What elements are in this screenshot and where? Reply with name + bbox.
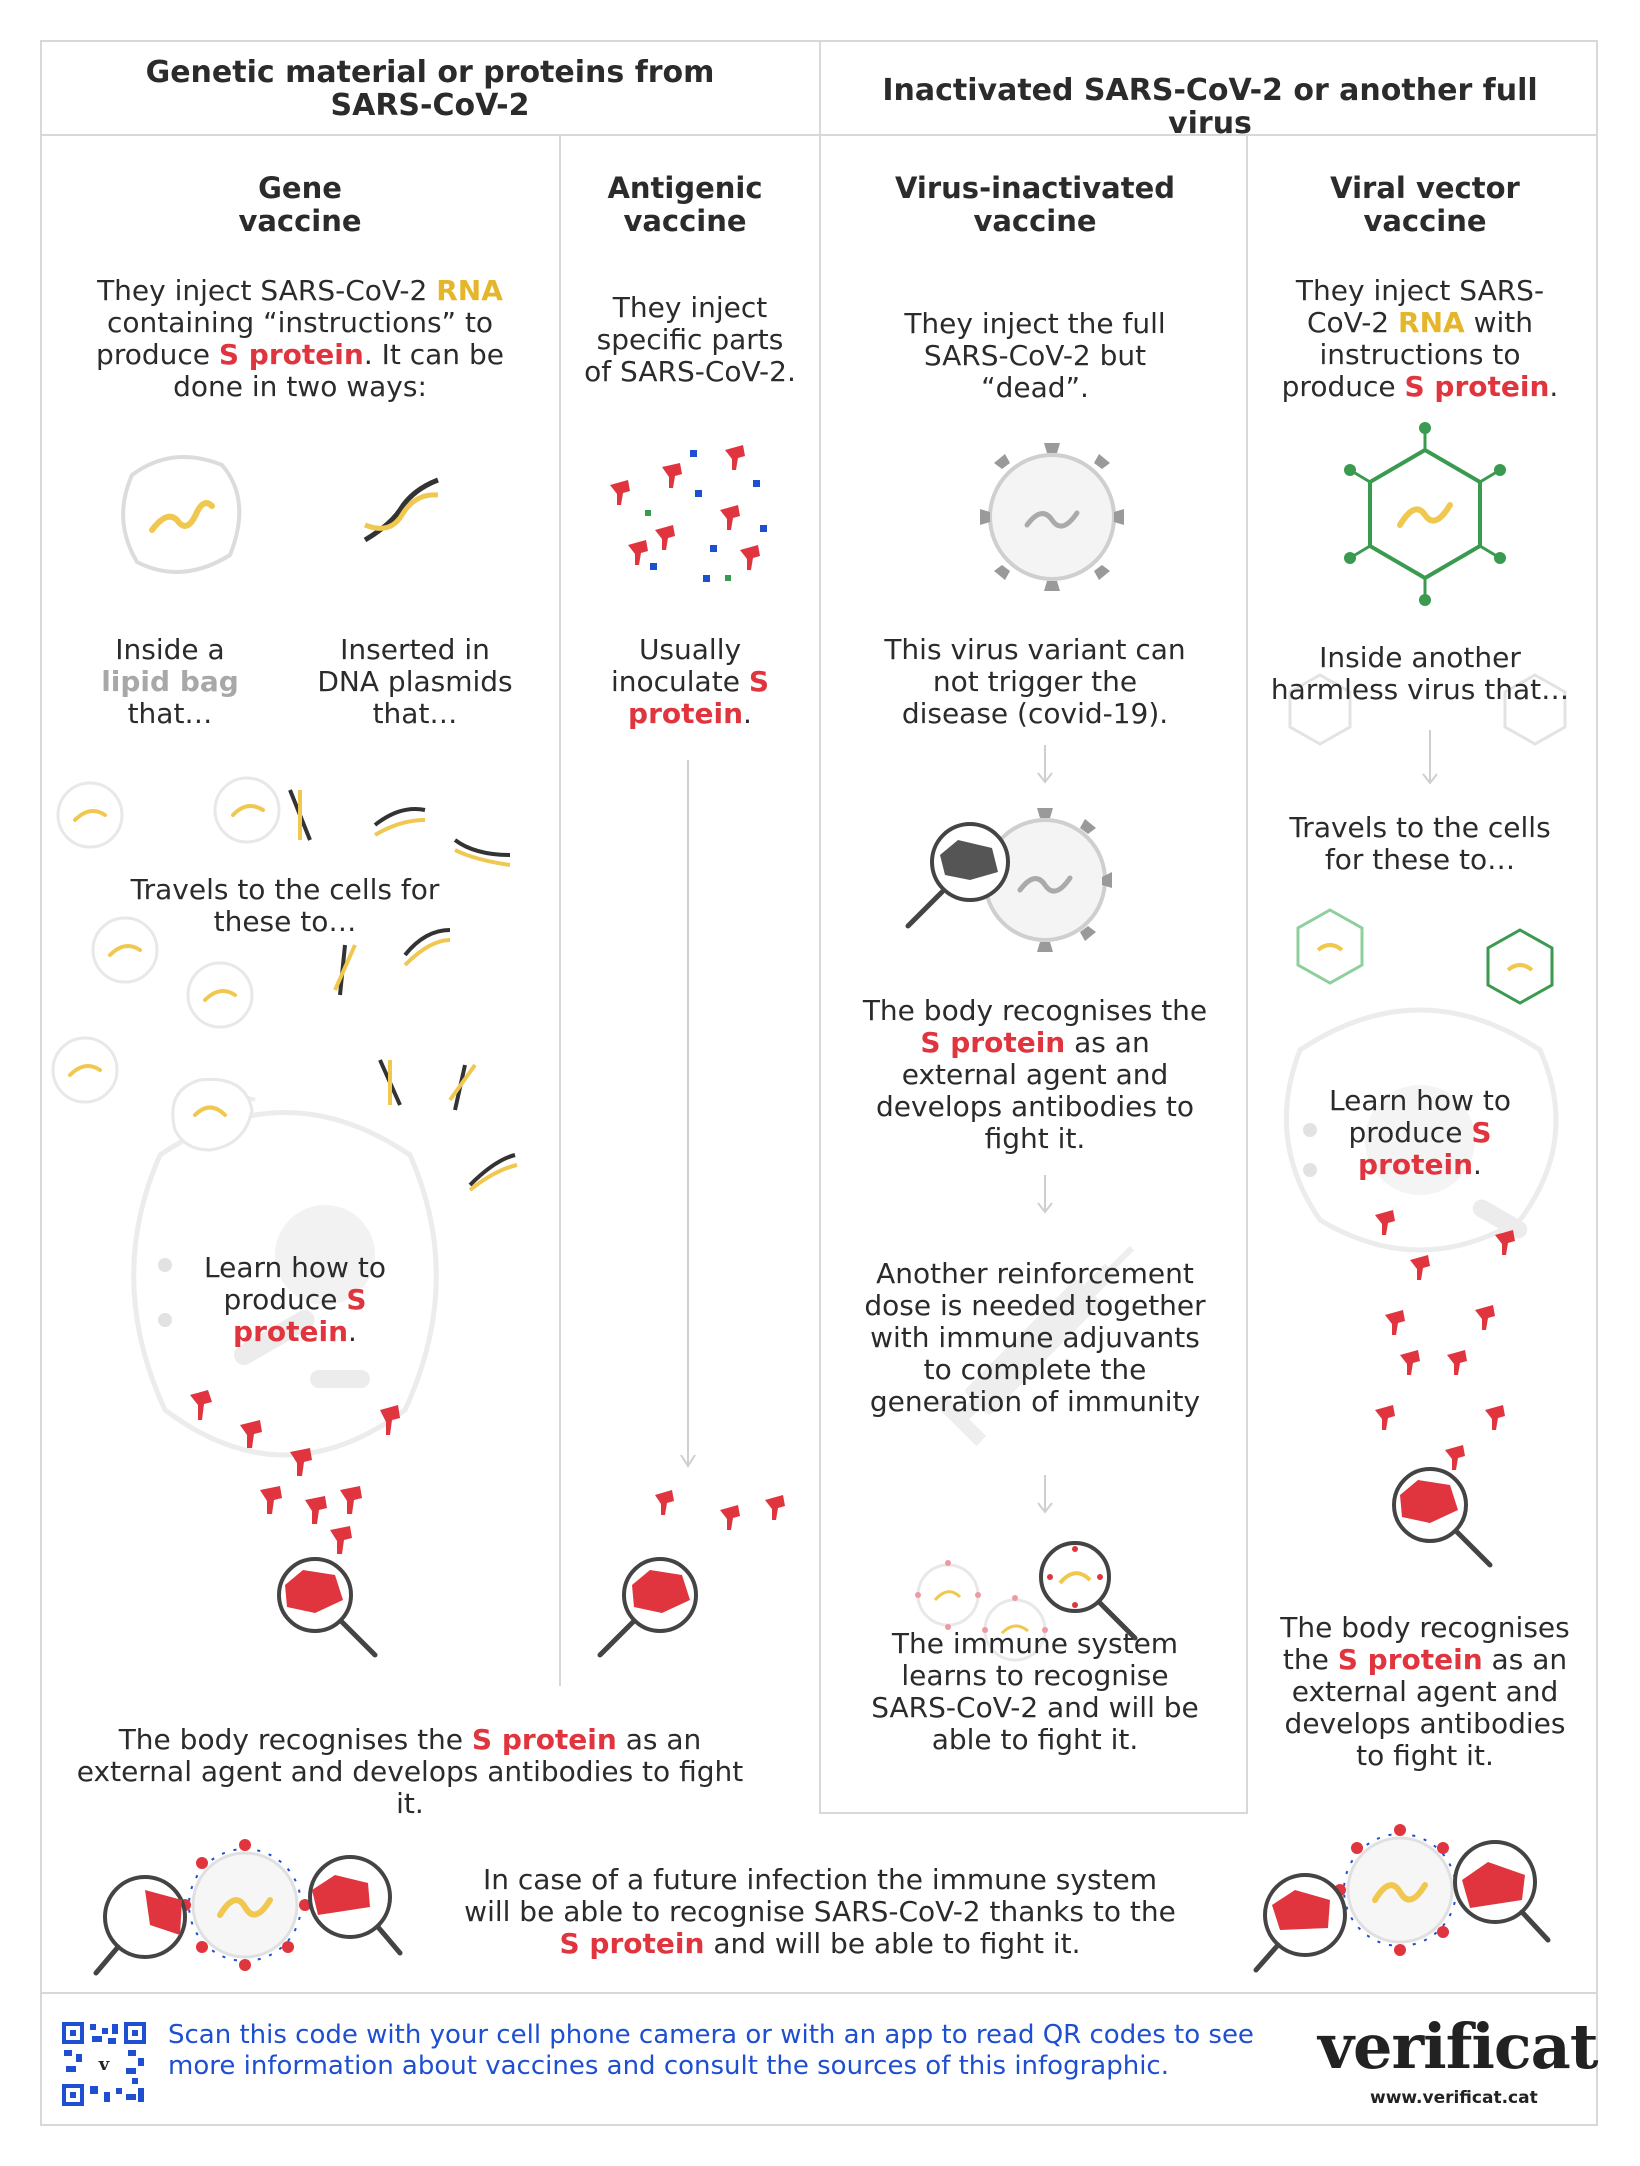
vector-travels: Travels to the cells for these to… bbox=[1289, 811, 1551, 876]
title-inactivated-vaccine: Virus-inactivated vaccine bbox=[894, 171, 1176, 238]
title-gene-vaccine: Gene vaccine bbox=[238, 171, 362, 238]
viral-vector-icon bbox=[1340, 420, 1510, 610]
svg-text:v: v bbox=[98, 2054, 110, 2075]
gene-learn: Learn how to produce S protein. bbox=[204, 1251, 386, 1348]
verificat-logo: verificat bbox=[1318, 2010, 1598, 2083]
magnifier-icon bbox=[275, 1555, 385, 1665]
antigenic-arrow bbox=[680, 760, 696, 1470]
verificat-url[interactable]: www.verificat.cat bbox=[1370, 2088, 1538, 2108]
lipid-bag-entering-icon bbox=[160, 1070, 260, 1160]
future-infection-right-icon bbox=[1250, 1820, 1570, 1980]
category-full-virus: Inactivated SARS-CoV-2 or another full virus bbox=[882, 73, 1538, 141]
inactivated-bottom-border bbox=[819, 1812, 1248, 1814]
magnifier-antigenic-icon bbox=[590, 1555, 705, 1665]
vector-intro: They inject SARS-CoV-2 RNA with instructions to produce S protein. bbox=[1281, 274, 1559, 403]
title-viral-vector-vaccine: Viral vector vaccine bbox=[1330, 171, 1520, 238]
magnifier-vector-icon bbox=[1390, 1465, 1500, 1575]
inactivated-left-border bbox=[819, 136, 821, 1814]
future-infection-text: In case of a future infection the immune system will be able to recognise SARS-CoV-2 thanks to the S protein and will be able to fight it. bbox=[464, 1863, 1176, 1960]
arrow-3 bbox=[1037, 1475, 1053, 1515]
s-proteins-antigenic bbox=[650, 1490, 790, 1550]
inactivated-reinforcement: Another reinforcement dose is needed together with immune adjuvants to complete the generation of immunity bbox=[864, 1257, 1206, 1418]
footer-divider bbox=[40, 1992, 1598, 1994]
vector-body-recognises: The body recognises the S protein as an external agent and develops antibodies to fight it. bbox=[1280, 1611, 1570, 1772]
lipid-bag-icon bbox=[112, 450, 247, 580]
s-proteins-vector bbox=[1370, 1210, 1530, 1500]
inactivated-immune-learns: The immune system learns to recognise SARS-CoV-2 and will be able to fight it. bbox=[871, 1627, 1199, 1756]
gene-way-plasmid: Inserted in DNA plasmids that… bbox=[317, 633, 513, 730]
category-genetic: Genetic material or proteins from SARS-CoV-2 bbox=[145, 55, 715, 123]
gene-antigenic-divider bbox=[559, 136, 561, 1686]
title-antigenic-vaccine: Antigenic vaccine bbox=[607, 171, 763, 238]
vector-learn: Learn how to produce S protein. bbox=[1329, 1084, 1511, 1181]
arrow-vector bbox=[1422, 730, 1438, 786]
protein-fragments-icon bbox=[610, 445, 770, 585]
arrow-2 bbox=[1037, 1175, 1053, 1215]
vector-inside: Inside another harmless virus that… bbox=[1270, 641, 1570, 706]
antigenic-inoculate: Usually inoculate S protein. bbox=[610, 633, 769, 730]
qr-code-icon[interactable] bbox=[62, 2022, 146, 2106]
gene-body-recognises: The body recognises the S protein as an external agent and develops antibodies to fight it. bbox=[76, 1723, 744, 1820]
inactivated-right-border bbox=[1246, 136, 1248, 1814]
inactivated-virus-icon bbox=[972, 435, 1132, 600]
qr-instructions: Scan this code with your cell phone camera or with an app to read QR codes to see more information about vaccines and consult the sources of this infographic. bbox=[168, 2020, 1254, 2081]
dna-plasmid-icon bbox=[360, 475, 445, 550]
arrow-1 bbox=[1037, 745, 1053, 785]
gene-travels: Travels to the cells for these to… bbox=[130, 873, 440, 938]
gene-way-lipid: Inside a lipid bag that… bbox=[101, 633, 239, 730]
antigenic-intro: They inject specific parts of SARS-CoV-2. bbox=[584, 291, 796, 388]
inactivated-intro: They inject the full SARS-CoV-2 but “dead”. bbox=[904, 307, 1166, 404]
virus-magnifier-icon bbox=[900, 800, 1140, 960]
inactivated-variant: This virus variant can not trigger the disease (covid-19). bbox=[884, 633, 1186, 730]
inactivated-body-recognises: The body recognises the S protein as an external agent and develops antibodies to fight it. bbox=[862, 994, 1208, 1155]
future-infection-left-icon bbox=[90, 1835, 410, 1985]
gene-intro: They inject SARS-CoV-2 RNA containing “instructions” to produce S protein. It can be done in two ways: bbox=[96, 274, 504, 403]
header-column-divider bbox=[819, 40, 821, 136]
